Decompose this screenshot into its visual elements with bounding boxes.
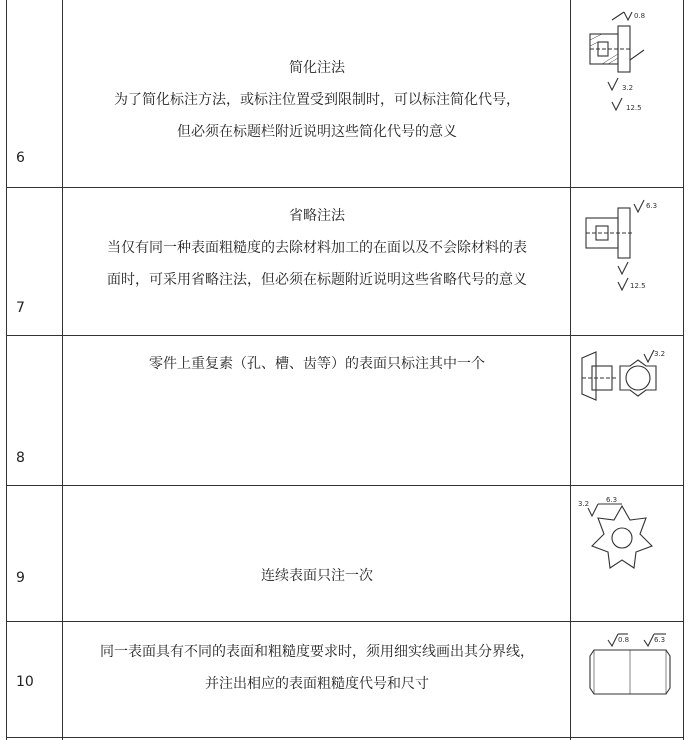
roughness-label: 12.5 — [630, 282, 646, 290]
roughness-label: 6.3 — [646, 202, 658, 210]
row-title: 简化注法 — [289, 60, 345, 76]
row-title: 零件上重复素（孔、槽、齿等）的表面只标注其中一个 — [149, 356, 485, 372]
row-number: 7 — [16, 300, 25, 316]
row-number: 6 — [16, 150, 25, 166]
table-row — [6, 188, 684, 336]
drawing-simplified-notation — [572, 10, 684, 125]
row-number: 8 — [16, 450, 25, 466]
row-description — [64, 52, 570, 148]
table-row — [6, 622, 684, 738]
table-row — [6, 0, 684, 188]
drawing-omitted-notation — [572, 196, 684, 296]
roughness-label: 6.3 — [654, 636, 666, 644]
row-line: 面时，可采用省略注法，但必须在标题附近说明这些省略代号的意义 — [107, 272, 527, 288]
roughness-label: 3.2 — [654, 350, 666, 358]
drawing-continuous-surface — [572, 496, 684, 586]
row-line: 当仅有同一种表面粗糙度的去除材料加工的在面以及不会除材料的表 — [107, 240, 527, 256]
drawing-boundary-surfaces — [572, 630, 684, 710]
row-line: 同一表面具有不同的表面和粗糙度要求时，须用细实线画出其分界线， — [100, 644, 534, 660]
row-description — [64, 200, 570, 296]
row-description — [64, 636, 570, 700]
row-title: 连续表面只注一次 — [261, 568, 373, 584]
row-line: 并注出相应的表面粗糙度代号和尺寸 — [205, 676, 429, 692]
row-number: 10 — [16, 674, 34, 690]
roughness-label: 12.5 — [626, 104, 642, 112]
drawing-repeated-features — [572, 344, 684, 424]
table-row — [6, 336, 684, 486]
row-description — [64, 560, 570, 592]
roughness-label: 0.8 — [618, 636, 630, 644]
row-number: 9 — [16, 570, 25, 586]
row-line: 为了简化标注方法，或标注位置受到限制时，可以标注简化代号， — [114, 92, 520, 108]
roughness-label: 3.2 — [578, 500, 590, 508]
row-title: 省略注法 — [289, 208, 345, 224]
row-description — [64, 348, 570, 380]
roughness-label: 6.3 — [606, 496, 618, 504]
row-line: 但必须在标题栏附近说明这些简化代号的意义 — [177, 124, 457, 140]
roughness-label: 0.8 — [634, 12, 646, 20]
roughness-label: 3.2 — [622, 84, 634, 92]
table-row — [6, 486, 684, 622]
